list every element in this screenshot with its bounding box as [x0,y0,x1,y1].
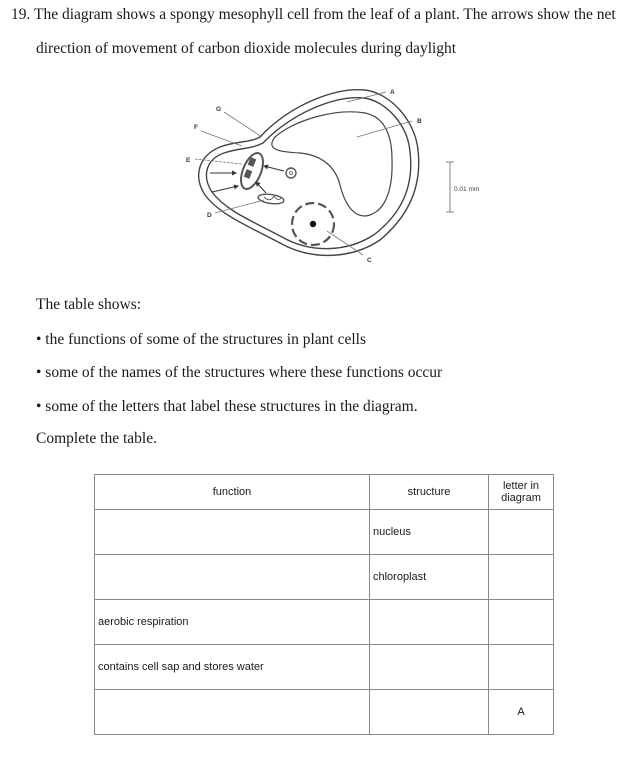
cell-structure[interactable] [370,645,489,690]
label-B: B [417,118,422,125]
cell-structure[interactable] [370,600,489,645]
cell-function: contains cell sap and stores water [95,645,370,690]
arrow-co2-2 [212,186,238,192]
answer-table [94,474,554,735]
label-C: C [367,257,372,264]
question-stem-1: The diagram shows a spongy mesophyll cell from the leaf of a plant. The arrows show the net [33,6,616,23]
table-row [95,555,554,600]
cell-function: aerobic respiration [95,600,370,645]
bullet-2: • some of the names of the structures where these functions occur [36,364,443,381]
instruction: Complete the table. [36,430,157,447]
arrow-co2-3 [264,166,284,171]
question-line-1 [11,6,616,24]
mitochondrion-round [286,168,296,178]
header-letter: letter in diagram [489,475,554,510]
table-intro-heading: The table shows: [36,296,142,313]
arrow-co2-4 [256,182,266,193]
header-structure: structure [370,475,489,510]
cell-letter[interactable] [489,555,554,600]
question-number: 19. [11,6,31,23]
scale-bar-label: 0.01 mm [454,186,480,193]
label-line-F [201,131,242,146]
cell-letter[interactable] [489,510,554,555]
cell-function[interactable] [95,690,370,735]
label-D: D [207,212,212,219]
nucleolus [310,221,316,227]
cell-structure: nucleus [370,510,489,555]
bullet-1: • the functions of some of the structures in plant cells [36,331,366,348]
table-row [95,690,554,735]
chloroplast [237,150,268,192]
header-function: function [95,475,370,510]
table-row [95,600,554,645]
label-line-G [224,112,262,137]
label-E: E [186,157,191,164]
label-G: G [216,106,222,113]
label-A: A [390,89,395,96]
label-line-A [347,92,386,102]
bullet-3: • some of the letters that label these structures in the diagram. [36,398,418,415]
question-line-2: direction of movement of carbon dioxide molecules during daylight [36,40,457,57]
cell-structure[interactable] [370,690,489,735]
label-F: F [194,124,198,131]
cell-function[interactable] [95,555,370,600]
table-header-row [95,475,554,510]
table-row [95,645,554,690]
cell-letter[interactable] [489,645,554,690]
cell-diagram [160,75,500,275]
cell-letter[interactable] [489,600,554,645]
table-row [95,510,554,555]
vacuole [272,112,392,216]
cell-letter: A [489,690,554,735]
cell-function[interactable] [95,510,370,555]
cell-structure: chloroplast [370,555,489,600]
